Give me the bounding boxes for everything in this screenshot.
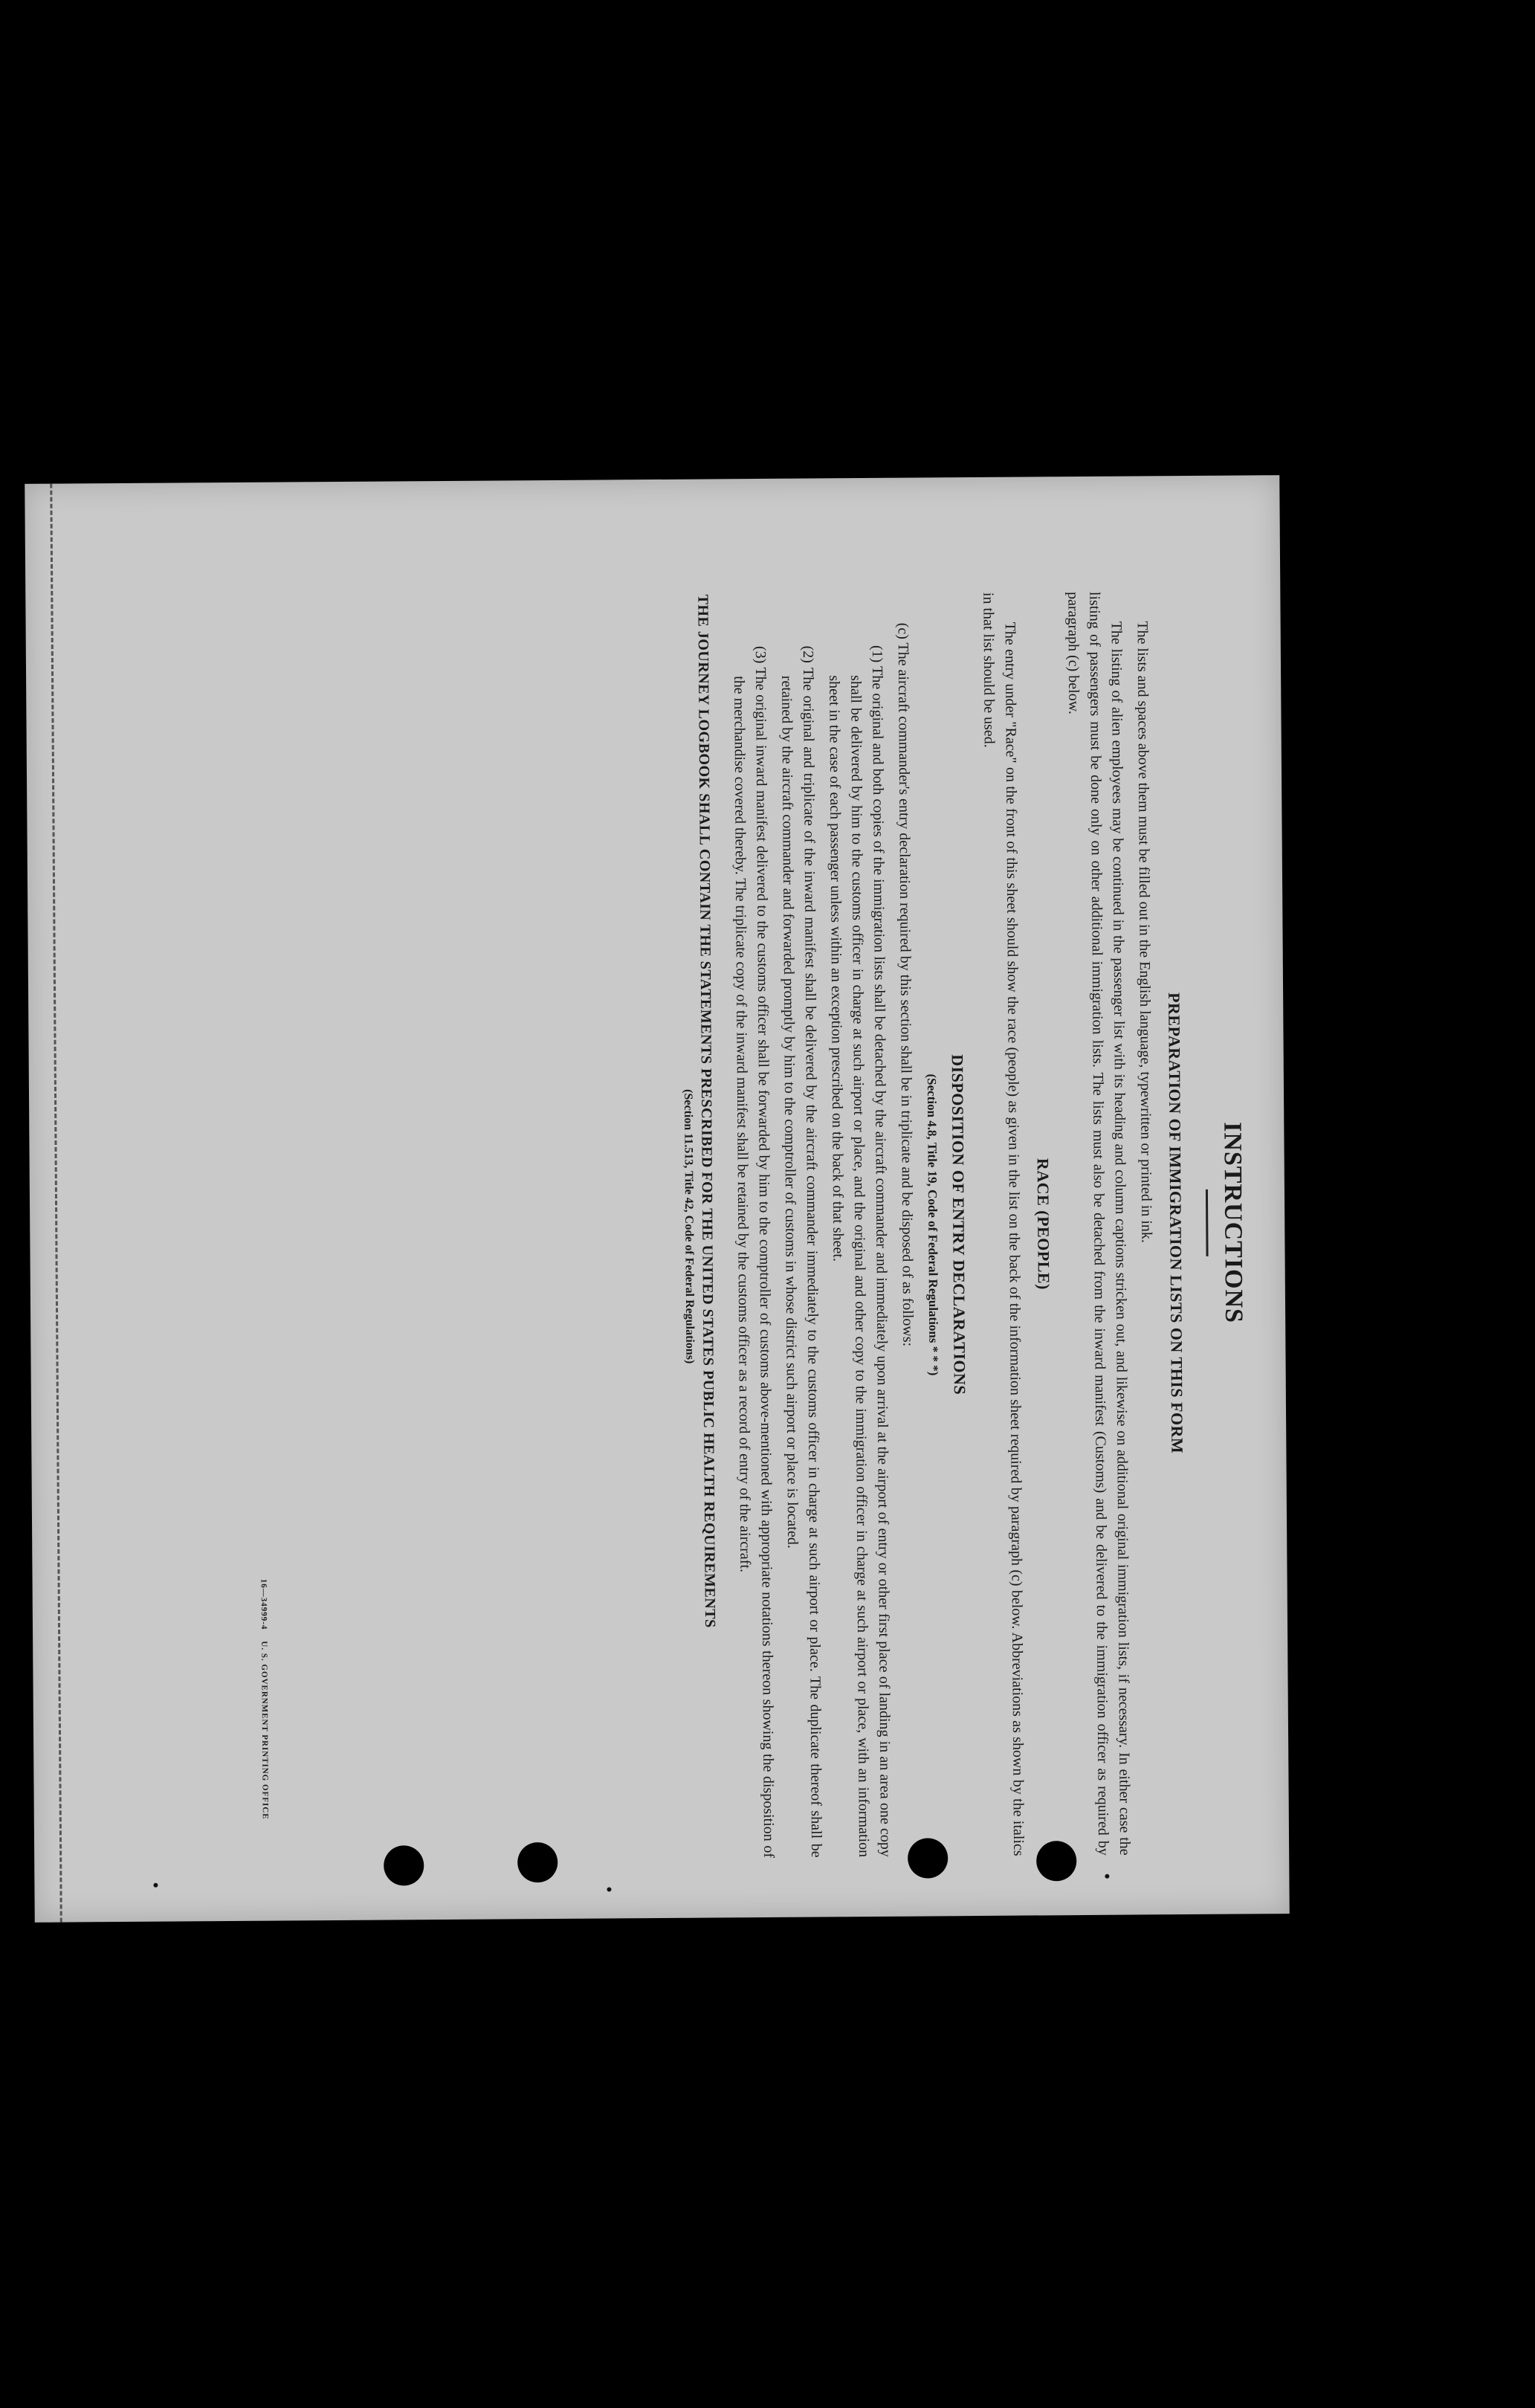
- form-number: 16—34999-4: [259, 1578, 269, 1630]
- section-heading-race: RACE (PEOPLE): [1033, 1158, 1053, 1290]
- printer-imprint: [259, 1579, 271, 1862]
- section-heading-disposition: DISPOSITION OF ENTRY DECLARATIONS: [948, 1054, 969, 1395]
- section-heading-preparation: PREPARATION OF IMMIGRATION LISTS ON THIS FORM: [1165, 992, 1187, 1454]
- speck: [1105, 1874, 1109, 1879]
- speck: [607, 1887, 611, 1891]
- perforation-line: [50, 484, 62, 1923]
- paragraph: The listing of alien employees may be continued in the passenger list with its heading and column captions stricken out, and likewise on additional original immigration lists, if necessary. In either case the listing of passengers must be done only on other additional immigration lists. The lists must also be detached from the inward manifest (Customs) and be delivered to the immigration officer as required by paragraph (c) below.: [1064, 591, 1134, 1856]
- citation: (Section 4.8, Title 19, Code of Federal Regulations * * *): [924, 1074, 941, 1376]
- notice-citation: (Section 11.513, Title 42, Code of Federal Regulations): [681, 1089, 697, 1364]
- title-rule: [1206, 1190, 1209, 1256]
- form-sheet: [25, 475, 1289, 1923]
- speck: [153, 1883, 158, 1888]
- paragraph: The lists and spaces above them must be filled out in the English language, typewritten or printed in ink.: [1134, 621, 1155, 1243]
- page-title: INSTRUCTIONS: [1218, 1122, 1248, 1324]
- health-notice: THE JOURNEY LOGBOOK SHALL CONTAIN THE STATEMENTS PRESCRIBED FOR THE UNITED STATES PUBLIC HEALTH REQUIREMENTS: [694, 594, 719, 1628]
- instructions-content: [187, 590, 1251, 1862]
- printer-name: U. S. GOVERNMENT PRINTING OFFICE: [259, 1641, 270, 1820]
- list-item: (1) The original and both copies of the immigration lists shall be detached by the aircraft commander and immediately upon arrival at the airport of entry or other first place of landing in an area one copy shall be delivered by him to the customs officer in charge at such airport or place, and the original and other copy to the immigration officer in charge at such airport or place, with an information sheet in the case of each passenger unless within an exception prescribed on the back of that sheet.: [826, 645, 894, 1858]
- paragraph: The entry under "Race" on the front of this sheet should show the race (people) as given in the list on the back of the information sheet required by paragraph (c) below. Abbreviations as shown by the italics in that list should be used.: [980, 592, 1027, 1856]
- list-item: (2) The original and triplicate of the inward manifest shall be delivered by the aircraft commander immediately to the customs officer in charge at such airport or place. The duplicate thereof shall be retained by the aircraft commander and forwarded promptly by him to the comptroller of customs in whose district such airport or place is located.: [778, 645, 825, 1858]
- paragraph: (c) The aircraft commander's entry declaration required by this section shall be in triplicate and be disposed of as follows:: [894, 622, 917, 1347]
- list-item: (3) The original inward manifest delivered to the customs officer shall be forwarded by him to the comptroller of customs above-mentioned with appropriate notations thereon showing the disposition of the merchandise covered thereby. The triplicate copy of the inward manifest shall be retained by the customs officer as a record of entry of the aircraft.: [731, 645, 778, 1859]
